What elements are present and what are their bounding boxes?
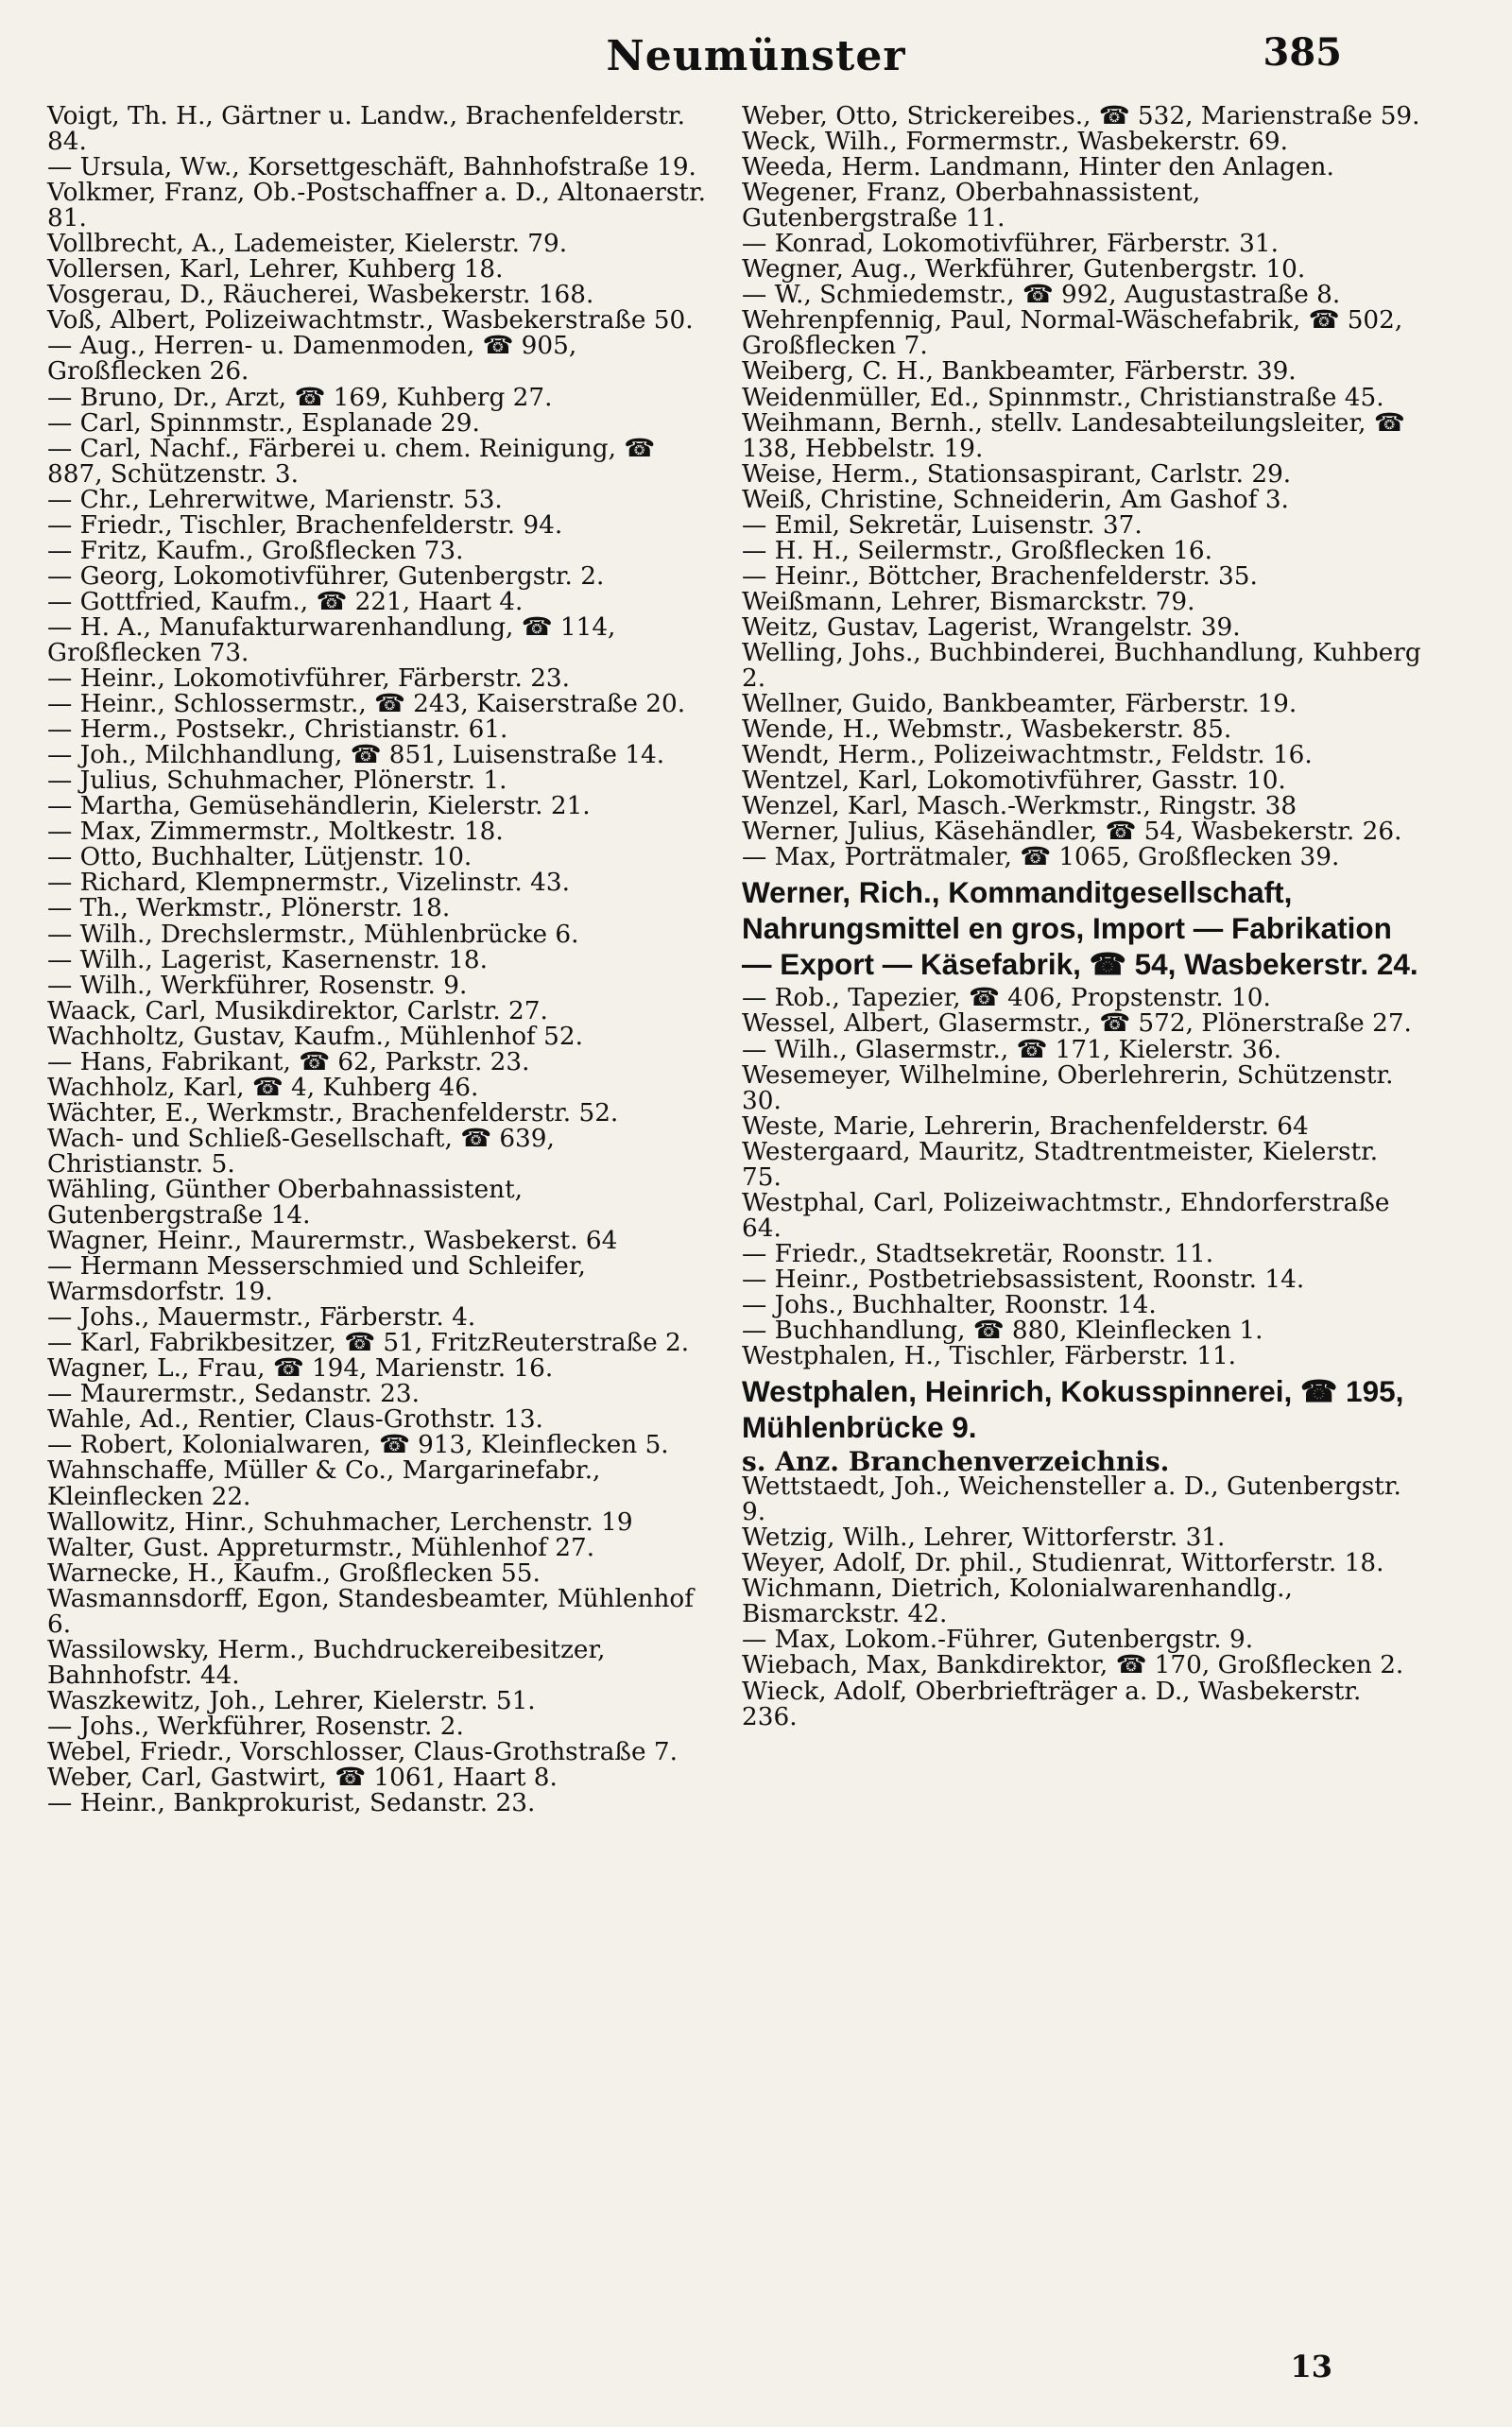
directory-entry: — Heinr., Schlossermstr., ☎ 243, Kaiserstraße 20. [47,690,686,719]
directory-entry: Weidenmüller, Ed., Spinnmstr., Christianstraße 45. [742,383,1384,412]
directory-entry: Wegner, Aug., Werkführer, Gutenbergstr. 10. [742,255,1306,284]
directory-entry: Wessel, Albert, Glasermstr., ☎ 572, Plönerstraße 27. [742,1009,1412,1039]
directory-entry: Vosgerau, D., Räucherei, Wasbekerstr. 168. [47,281,594,310]
directory-entry: — Fritz, Kaufm., Großflecken 73. [47,536,464,565]
directory-entry: — Hans, Fabrikant, ☎ 62, Parkstr. 23. [47,1047,530,1076]
directory-entry: Westphal, Carl, Polizeiwachtmstr., Ehndorferstraße 64. [742,1188,1390,1243]
directory-entry: — H. A., Manufakturwarenhandlung, ☎ 114, Großflecken 73. [47,612,616,667]
directory-entry: — Martha, Gemüsehändlerin, Kielerstr. 21. [47,792,591,821]
directory-entry: Waack, Carl, Musikdirektor, Carlstr. 27. [47,996,548,1025]
directory-entry: Wellner, Guido, Bankbeamter, Färberstr. 19. [742,690,1297,719]
directory-entry: Wallowitz, Hinr., Schuhmacher, Lerchenstr. 19 [47,1507,633,1537]
directory-entry: — Johs., Buchhalter, Roonstr. 14. [742,1290,1157,1319]
directory-entry: Wagner, L., Frau, ☎ 194, Marienstr. 16. [47,1354,554,1384]
directory-entry: Vollersen, Karl, Lehrer, Kuhberg 18. [47,255,504,284]
directory-entry: Volkmer, Franz, Ob.-Postschaffner a. D., Altonaerstr. 81. [47,179,707,233]
directory-entry: Wächter, E., Werkmstr., Brachenfelderstr. 52. [47,1098,619,1127]
directory-entry: — Joh., Milchhandlung, ☎ 851, Luisenstraße 14. [47,741,665,770]
directory-entry: Voß, Albert, Polizeiwachtmstr., Wasbekerstraße 50. [47,306,694,336]
directory-entry: Walter, Gust. Appreturmstr., Mühlenhof 27. [47,1533,595,1562]
page-header [0,26,1512,83]
directory-entry: — Otto, Buchhalter, Lütjenstr. 10. [47,843,472,872]
directory-entry: — Heinr., Bankprokurist, Sedanstr. 23. [47,1789,536,1818]
advertisement-entry: Westphalen, Heinrich, Kokusspinnerei, ☎ 195, Mühlenbrücke 9. [742,1374,1404,1445]
directory-entry: — Richard, Klempnermstr., Vizelinstr. 43. [47,869,570,898]
directory-entry: Wende, H., Webmstr., Wasbekerstr. 85. [742,715,1232,745]
directory-entry: Waszkewitz, Joh., Lehrer, Kielerstr. 51. [47,1686,536,1715]
directory-entry: Weihmann, Bernh., stellv. Landesabteilungsleiter, ☎ 138, Hebbelstr. 19. [742,408,1405,463]
directory-entry: Vollbrecht, A., Lademeister, Kielerstr. 79. [47,230,568,259]
directory-entry: Wieck, Adolf, Oberbriefträger a. D., Wasbekerstr. 236. [742,1677,1362,1731]
directory-entry: Weitz, Gustav, Lagerist, Wrangelstr. 39. [742,612,1241,642]
directory-entry: — Johs., Werkführer, Rosenstr. 2. [47,1712,464,1741]
directory-entry: — Herm., Postsekr., Christianstr. 61. [47,715,508,745]
directory-entry: Wähling, Günther Oberbahnassistent, Gutenbergstraße 14. [47,1175,524,1231]
directory-entry: — H. H., Seilermstr., Großflecken 16. [742,536,1213,565]
directory-entry: Westergaard, Mauritz, Stadtrentmeister, Kielerstr. 75. [742,1137,1379,1192]
directory-entry: Wehrenpfennig, Paul, Normal-Wäschefabrik, ☎ 502, Großflecken 7. [742,306,1403,361]
directory-entry: — Julius, Schuhmacher, Plönerstr. 1. [47,766,507,796]
directory-entry: Wiebach, Max, Bankdirektor, ☎ 170, Großflecken 2. [742,1651,1404,1680]
directory-entry: — Karl, Fabrikbesitzer, ☎ 51, FritzReuterstraße 2. [47,1329,690,1358]
directory-entry: Wettstaedt, Joh., Weichensteller a. D., Gutenbergstr. 9. [742,1472,1401,1527]
directory-entry: Wachholtz, Gustav, Kaufm., Mühlenhof 52. [47,1022,583,1051]
directory-entry: — Heinr., Böttcher, Brachenfelderstr. 35. [742,561,1258,591]
directory-entry: Wassilowsky, Herm., Buchdruckereibesitzer, Bahnhofstr. 44. [47,1635,606,1690]
directory-entry: Wegener, Franz, Oberbahnassistent, Gutenbergstraße 11. [742,179,1201,233]
reference-note: s. Anz. Branchenverzeichnis. [742,1446,1170,1478]
directory-entry: Wesemeyer, Wilhelmine, Oberlehrerin, Schützenstr. 30. [742,1060,1394,1115]
directory-entry: Wahle, Ad., Rentier, Claus-Grothstr. 13. [47,1405,543,1435]
directory-entry: Wasmannsdorff, Egon, Standesbeamter, Mühlenhof 6. [47,1584,694,1639]
page-number: 385 [1263,30,1342,75]
directory-entry: Wenzel, Karl, Masch.-Werkmstr., Ringstr. 38 [742,792,1297,821]
directory-entry: — Georg, Lokomotivführer, Gutenbergstr. 2. [47,561,605,591]
signature-number: 13 [1290,2349,1332,2384]
directory-entry: — W., Schmiedemstr., ☎ 992, Augustastraße 8. [742,281,1341,310]
directory-entry: Westphalen, H., Tischler, Färberstr. 11. [742,1342,1237,1371]
directory-entry: Wachholz, Karl, ☎ 4, Kuhberg 46. [47,1073,479,1102]
directory-entry: Weiberg, C. H., Bankbeamter, Färberstr. 39. [742,357,1297,387]
directory-entry: Wentzel, Karl, Lokomotivführer, Gasstr. 10. [742,766,1286,796]
directory-entry: — Aug., Herren- u. Damenmoden, ☎ 905, Großflecken 26. [47,332,577,387]
directory-entry: — Max, Zimmermstr., Moltkestr. 18. [47,818,504,847]
directory-entry: Weck, Wilh., Formermstr., Wasbekerstr. 69. [742,128,1288,157]
directory-entry: — Maurermstr., Sedanstr. 23. [47,1380,420,1409]
directory-entry: — Wilh., Drechslermstr., Mühlenbrücke 6. [47,920,579,949]
left-column [47,104,709,1816]
advertisement-entry: Werner, Rich., Kommanditgesellschaft, Nahrungsmittel en gros, Import — Fabrikation — Export — Käsefabrik, ☎ 54, Wasbekerstr. 24. [742,875,1418,982]
directory-entry: Weste, Marie, Lehrerin, Brachenfelderstr. 64 [742,1111,1309,1141]
directory-entry: — Bruno, Dr., Arzt, ☎ 169, Kuhberg 27. [47,383,553,412]
directory-entry: Weise, Herm., Stationsaspirant, Carlstr. 29. [742,459,1292,489]
directory-entry: Weiß, Christine, Schneiderin, Am Gashof 3. [742,485,1289,514]
directory-entry: Weber, Otto, Strickereibes., ☎ 532, Marienstraße 59. [742,102,1420,130]
directory-entry: Warnecke, H., Kaufm., Großflecken 55. [47,1558,541,1588]
directory-entry: Wahnschaffe, Müller & Co., Margarinefabr., Kleinflecken 22. [47,1456,601,1511]
directory-entry: Wagner, Heinr., Maurermstr., Wasbekerst. 64 [47,1227,618,1256]
directory-entry: Weber, Carl, Gastwirt, ☎ 1061, Haart 8. [47,1764,558,1793]
directory-entry: — Heinr., Lokomotivführer, Färberstr. 23. [47,664,571,694]
directory-entry: Weißmann, Lehrer, Bismarckstr. 79. [742,587,1195,616]
directory-entry: — Hermann Messerschmied und Schleifer, Warmsdorfstr. 19. [47,1252,586,1307]
directory-entry: Weyer, Adolf, Dr. phil., Studienrat, Wittorferstr. 18. [742,1549,1384,1578]
directory-entry: — Ursula, Ww., Korsettgeschäft, Bahnhofstraße 19. [47,153,696,182]
directory-entry: — Wilh., Werkführer, Rosenstr. 9. [47,971,468,1000]
directory-entry: — Heinr., Postbetriebsassistent, Roonstr. 14. [742,1265,1305,1294]
page-title: Neumünster [606,32,906,80]
directory-entry: — Wilh., Lagerist, Kasernenstr. 18. [47,945,489,974]
directory-entry: — Max, Lokom.-Führer, Gutenbergstr. 9. [742,1626,1254,1655]
directory-entry: Wach- und Schließ-Gesellschaft, ☎ 639, Christianstr. 5. [47,1124,555,1179]
directory-entry: — Gottfried, Kaufm., ☎ 221, Haart 4. [47,587,524,616]
directory-entry: — Johs., Mauermstr., Färberstr. 4. [47,1303,476,1333]
directory-entry: — Emil, Sekretär, Luisenstr. 37. [742,510,1143,540]
directory-entry: — Carl, Nachf., Färberei u. chem. Reinigung, ☎ 887, Schützenstr. 3. [47,434,656,489]
directory-entry: — Buchhandlung, ☎ 880, Kleinflecken 1. [742,1317,1263,1346]
directory-entry: — Friedr., Tischler, Brachenfelderstr. 94. [47,510,563,540]
directory-entry: — Carl, Spinnmstr., Esplanade 29. [47,408,480,438]
directory-entry: Werner, Julius, Käsehändler, ☎ 54, Wasbekerstr. 26. [742,818,1402,847]
directory-entry: — Rob., Tapezier, ☎ 406, Propstenstr. 10. [742,984,1271,1013]
directory-entry: — Max, Porträtmaler, ☎ 1065, Großflecken 39. [742,843,1340,872]
directory-entry: Weeda, Herm. Landmann, Hinter den Anlagen. [742,153,1334,182]
directory-entry: Voigt, Th. H., Gärtner u. Landw., Brachenfelderstr. 84. [47,102,685,157]
directory-entry: Wichmann, Dietrich, Kolonialwarenhandlg., Bismarckstr. 42. [742,1575,1293,1629]
directory-entry: — Robert, Kolonialwaren, ☎ 913, Kleinflecken 5. [47,1431,669,1460]
directory-entry: Wetzig, Wilh., Lehrer, Wittorferstr. 31. [742,1523,1226,1553]
directory-entry: — Wilh., Glasermstr., ☎ 171, Kielerstr. 36. [742,1035,1282,1064]
right-column [742,104,1422,1730]
directory-entry: — Friedr., Stadtsekretär, Roonstr. 11. [742,1239,1214,1268]
directory-entry: Welling, Johs., Buchbinderei, Buchhandlung, Kuhberg 2. [742,638,1421,694]
directory-entry: Wendt, Herm., Polizeiwachtmstr., Feldstr. 16. [742,741,1313,770]
directory-entry: Webel, Friedr., Vorschlosser, Claus-Grothstraße 7. [47,1738,679,1766]
directory-entry: — Konrad, Lokomotivführer, Färberstr. 31. [742,230,1279,259]
directory-entry: — Th., Werkmstr., Plönerstr. 18. [47,894,451,923]
directory-entry: — Chr., Lehrerwitwe, Marienstr. 53. [47,485,503,514]
